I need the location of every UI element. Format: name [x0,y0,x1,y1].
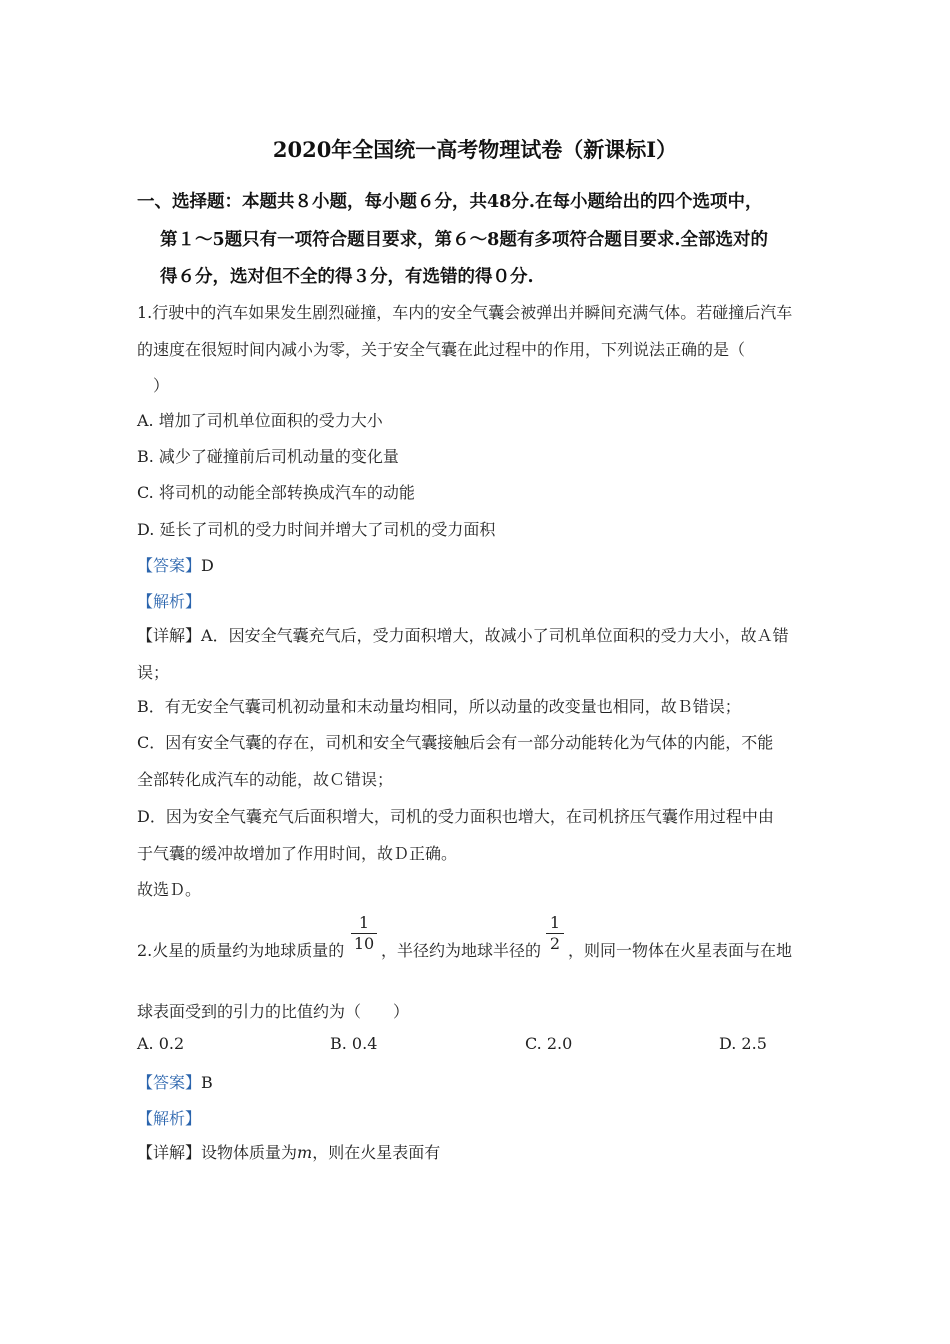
section-heading-line-1: 一、选择题：本题共８小题，每小题６分，共48分.在每小题给出的四个选项中， [137,192,763,212]
q1-detail-line-3: B．有无安全气囊司机初动量和末动量均相同，所以动量的改变量也相同，故Ｂ错误； [137,697,741,716]
q2-frac2-denominator: 2 [549,934,561,953]
q2-stem-part-b: ，半径约为地球半径的 [381,941,542,960]
q2-detail-tag: 【详解】 [137,1143,202,1162]
q2-answer [137,1070,213,1093]
q2-option-c: C. 2.0 [525,1034,573,1053]
section-heading-line-2: 第１～5题只有一项符合题目要求，第６～8题有多项符合题目要求.全部选对的 [160,230,768,250]
q2-frac2-numerator: 1 [549,913,561,932]
q1-option-c: C. 将司机的动能全部转换成汽车的动能 [137,483,415,502]
q1-detail-line-7: 于气囊的缓冲故增加了作用时间，故Ｄ正确。 [137,844,458,863]
q2-answer-tag: 【答案】 [137,1073,202,1092]
q1-analysis-tag: 【解析】 [137,592,202,611]
q2-analysis-tag: 【解析】 [137,1109,202,1128]
q1-option-d: D. 延长了司机的受力时间并增大了司机的受力面积 [137,520,496,539]
q1-option-b: B. 减少了碰撞前后司机动量的变化量 [137,447,399,466]
q2-frac1-numerator: 1 [358,913,370,932]
q1-answer [137,553,214,576]
page-title: 2020年全国统一高考物理试卷（新课标Ⅰ） [272,137,678,162]
q2-fraction-one-tenth [351,914,377,953]
q1-detail-line-6: D．因为安全气囊充气后面积增大，司机的受力面积也增大，在司机挤压气囊作用过程中由 [137,807,774,826]
q1-detail-text-1: A．因安全气囊充气后，受力面积增大，故减小了司机单位面积的受力大小，故Ａ错 [201,626,789,645]
q1-detail-line-5: 全部转化成汽车的动能，故Ｃ错误； [137,770,394,789]
q2-option-b: B. 0.4 [330,1034,378,1053]
q1-stem-line-1: 1.行驶中的汽车如果发生剧烈碰撞，车内的安全气囊会被弹出并瞬间充满气体。若碰撞后汽车 [137,303,793,322]
q2-option-d: D. 2.5 [719,1034,767,1053]
q1-answer-value: D [201,556,214,575]
q1-detail-line-8: 故选Ｄ。 [137,880,202,899]
q2-answer-value: B [201,1073,213,1092]
q2-fraction-one-half [546,914,564,953]
q2-option-a: A. 0.2 [137,1034,185,1053]
q1-detail-line-1 [137,623,789,646]
q1-detail-line-2: 误； [137,663,170,682]
q2-frac1-denominator: 10 [353,934,375,953]
q2-detail-line-1 [137,1140,440,1163]
q1-answer-tag: 【答案】 [137,556,202,575]
q2-stem-line-2: 球表面受到的引力的比值约为（ ） [137,1002,410,1021]
q1-stem-line-3: ） [153,376,170,395]
section-heading-line-3: 得６分，选对但不全的得３分，有选错的得０分. [160,267,534,287]
q1-stem-line-2: 的速度在很短时间内减小为零，关于安全气囊在此过程中的作用，下列说法正确的是（ [137,340,746,359]
q1-detail-line-4: C．因有安全气囊的存在，司机和安全气囊接触后会有一部分动能转化为气体的内能，不能 [137,733,774,752]
q1-detail-tag: 【详解】 [137,626,202,645]
q2-stem-part-c: ，则同一物体在火星表面与在地 [568,941,793,960]
q2-stem-part-a: 2.火星的质量约为地球质量的 [137,941,345,960]
q1-option-a: A. 增加了司机单位面积的受力大小 [137,411,383,430]
q2-detail-text-b: ，则在火星表面有 [312,1143,441,1162]
q2-detail-text-a: 设物体质量为 [201,1143,298,1162]
q2-detail-var: m [297,1143,313,1162]
